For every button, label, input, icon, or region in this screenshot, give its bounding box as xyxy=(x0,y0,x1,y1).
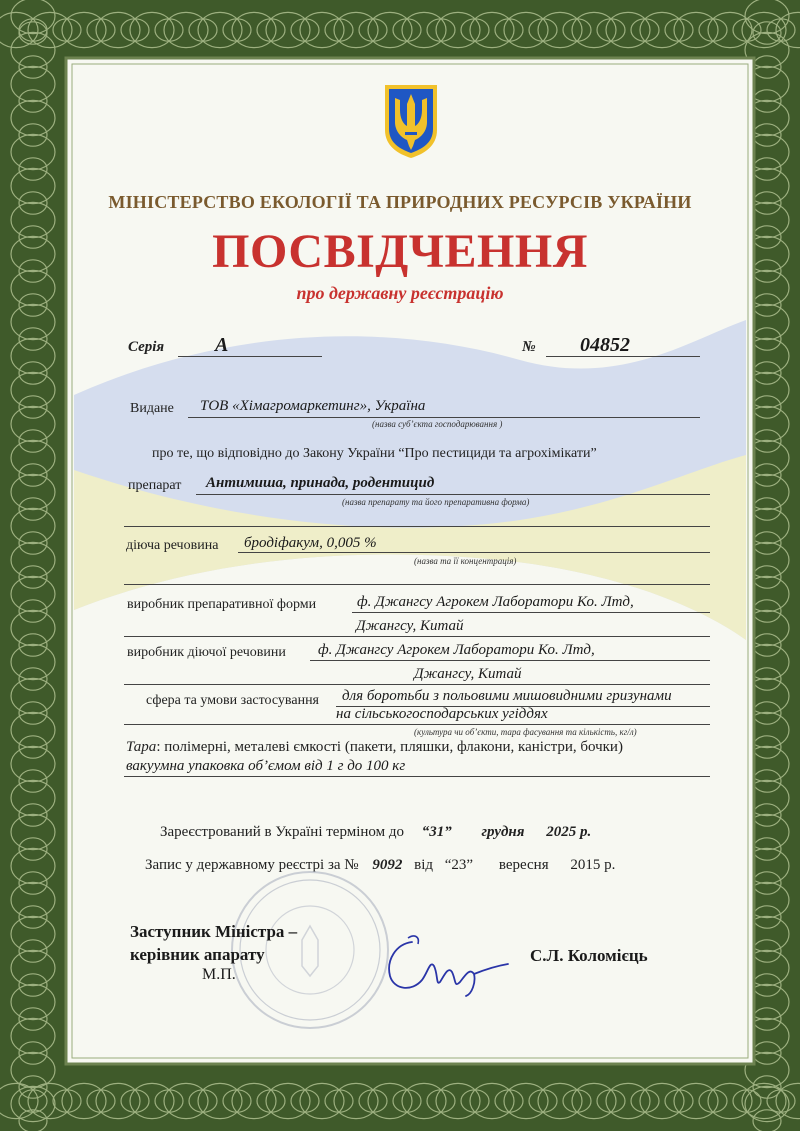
packaging-text: : полімерні, металеві ємкості (пакети, пляшки, флакони, каністри, бочки) xyxy=(156,739,623,755)
issued-label: Видане xyxy=(130,401,174,416)
coat-of-arms-icon xyxy=(382,82,440,160)
series-label: Серія xyxy=(128,339,165,355)
law-text: про те, що відповідно до Закону України “Про пестициди та агрохімікати” xyxy=(152,446,597,461)
packaging-label: Тара xyxy=(126,739,157,755)
scope-caption: (культура чи об’єкти, тара фасування та кількість, кг/л) xyxy=(414,727,637,737)
number-label: № xyxy=(522,339,536,355)
substance-manufacturer-line2: Джангсу, Китай xyxy=(414,666,522,682)
active-substance-caption: (назва та її концентрація) xyxy=(414,556,517,566)
record-year: 2015 р. xyxy=(570,857,616,873)
registration-year: 2025 р. xyxy=(546,824,592,840)
scope-line1: для боротьби з польовими мишовидними гризунами xyxy=(342,688,672,704)
number-value: 04852 xyxy=(580,334,630,356)
registration-day: “31” xyxy=(421,824,452,840)
preparation-value: Антимиша, принада, родентицид xyxy=(206,475,435,491)
signer-position-line2: керівник апарату xyxy=(130,945,265,964)
handwritten-signature xyxy=(378,930,518,1000)
stamp-place: М.П. xyxy=(202,966,236,983)
record-text: Запис у державному реєстрі за № xyxy=(145,857,359,873)
substance-manufacturer-label: виробник діючої речовини xyxy=(127,645,286,660)
signer-position-line1: Заступник Міністра – xyxy=(130,922,298,941)
form-manufacturer-line2: Джангсу, Китай xyxy=(356,618,464,634)
ministry-name: МІНІСТЕРСТВО ЕКОЛОГІЇ ТА ПРИРОДНИХ РЕСУРСІВ УКРАЇНИ xyxy=(108,192,692,212)
signer-name: С.Л. Коломієць xyxy=(530,946,648,965)
record-day: “23” xyxy=(444,857,474,873)
active-substance-label: діюча речовина xyxy=(126,538,219,553)
scope-line2: на сільськогосподарських угіддях xyxy=(336,706,548,722)
registration-text: Зареєстрований в Україні терміном до xyxy=(160,824,404,840)
registration-month: грудня xyxy=(481,824,525,840)
form-manufacturer-label: виробник препаративної форми xyxy=(127,597,317,612)
record-month: вересня xyxy=(498,857,549,873)
form-manufacturer-line1: ф. Джангсу Агрокем Лаборатори Ко. Лтд, xyxy=(357,594,634,610)
document-subtitle: про державну реєстрацію xyxy=(296,283,504,303)
scope-label: сфера та умови застосування xyxy=(146,693,319,708)
record-number: 9092 xyxy=(372,857,403,873)
packaging-row xyxy=(126,739,623,756)
packaging-line2: вакуумна упаковка об’ємом від 1 г до 100 кг xyxy=(126,758,406,774)
issued-caption: (назва суб’єкта господарювання ) xyxy=(372,419,503,429)
registration-row xyxy=(160,824,591,841)
preparation-label: препарат xyxy=(128,478,182,493)
substance-manufacturer-line1: ф. Джангсу Агрокем Лаборатори Ко. Лтд, xyxy=(318,642,595,658)
active-substance-value: бродіфакум, 0,005 % xyxy=(244,535,377,551)
preparation-caption: (назва препарату та його препаративна форма) xyxy=(342,497,530,507)
document-title: ПОСВІДЧЕННЯ xyxy=(212,225,588,278)
record-from: від xyxy=(414,857,434,873)
series-value: А xyxy=(215,334,229,356)
issued-value: ТОВ «Хімагромаркетинг», Україна xyxy=(200,398,426,414)
